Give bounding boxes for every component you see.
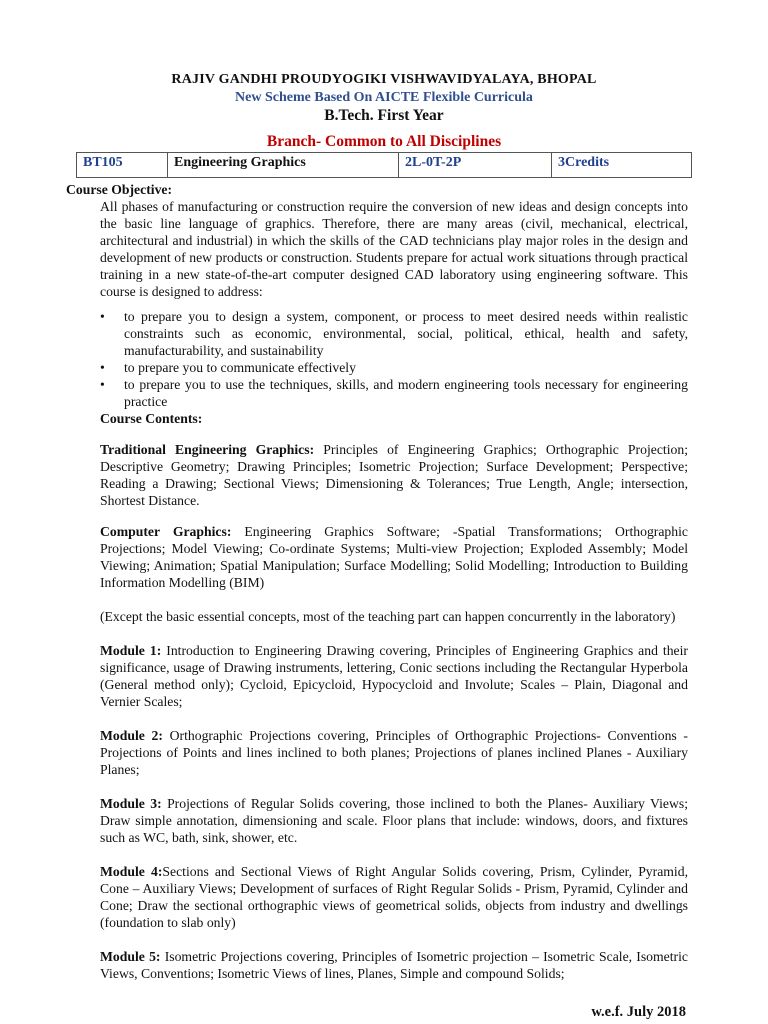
university-name: RAJIV GANDHI PROUDYOGIKI VISHWAVIDYALAYA, BHOPAL — [171, 72, 597, 87]
module-1-paragraph — [100, 642, 688, 710]
course-credits: 3Credits — [552, 153, 692, 178]
module-4-label: Module 4: — [100, 864, 163, 879]
year-title: B.Tech. First Year — [324, 107, 444, 124]
computer-graphics-text: Engineering Graphics Software; -Spatial Transformations; Orthographic Projections; Model Viewing; Co-ordinate Systems; Multi-view Projection; Exploded Assembly; Model Viewing; Animation; Spatial Manipulation; Surface Modelling; Solid Modelling; Introduction to Building Information Modelling (BIM) — [100, 524, 688, 590]
objective-heading: Course Objective: — [66, 182, 173, 197]
traditional-graphics-label: Traditional Engineering Graphics: — [100, 442, 315, 457]
effective-date: w.e.f. July 2018 — [591, 1004, 686, 1020]
traditional-graphics-text: Principles of Engineering Graphics; Orthographic Projection; Descriptive Geometry; Drawing Principles; Isometric Projection; Surface Development; Perspective; Reading a Drawing; Sectional Views; Dimensioning & Tolerances; True Length, Angle; intersection, Shortest Distance. — [100, 442, 688, 508]
module-5-text: Isometric Projections covering, Principles of Isometric projection – Isometric Scale, Isometric Views, Conventions; Isometric Views of lines, Planes, Simple and compound Solids; — [100, 949, 688, 981]
objective-text: All phases of manufacturing or construction require the conversion of new ideas and design concepts into the basic line language of graphics. Therefore, there are many areas (civil, mechanical, electrical, architectural and industrial) in which the skills of the CAD technicians play major roles in the design and development of new products or construction. Students prepare for actual work situations through practical training in a new state-of-the-art computer designed CAD laboratory using engineering software. This course is designed to address: — [100, 199, 688, 299]
module-1-text: Introduction to Engineering Drawing covering, Principles of Engineering Graphics and their significance, usage of Drawing instruments, lettering, Conic sections including the Rectangular Hyperbola (General method only); Cycloid, Epicycloid, Hypocycloid and Involute; Scales – Plain, Diagonal and Vernier Scales; — [100, 643, 688, 709]
contents-heading: Course Contents: — [100, 411, 203, 426]
module-2-text: Orthographic Projections covering, Principles of Orthographic Projections- Conventions - Projections of Points and lines inclined to both planes; Projections of planes inclined Planes - Auxiliary Planes; — [100, 728, 688, 777]
branch-title: Branch- Common to All Disciplines — [266, 133, 502, 150]
objective-bullet: • to prepare you to design a system, component, or process to meet desired needs within realistic constraints such as economic, environmental, social, political, ethical, health and safety, manufacturability, and sustainability — [124, 308, 688, 359]
module-3-label: Module 3: — [100, 796, 162, 811]
course-info-row — [77, 153, 692, 178]
module-3-paragraph — [100, 795, 688, 846]
laboratory-note: (Except the basic essential concepts, most of the teaching part can happen concurrently in the laboratory) — [100, 609, 676, 624]
module-5-paragraph — [100, 948, 688, 982]
objective-bullet: • to prepare you to use the techniques, skills, and modern engineering tools necessary for engineering practice — [124, 376, 688, 410]
course-name: Engineering Graphics — [168, 153, 399, 178]
objective-bullet: • to prepare you to communicate effectively — [124, 359, 688, 376]
scheme-subtitle: New Scheme Based On AICTE Flexible Curricula — [235, 90, 533, 105]
module-3-text: Projections of Regular Solids covering, those inclined to both the Planes- Auxiliary Views; Draw simple annotation, dimensioning and scale. Floor plans that include: windows, doors, and fixtures such as WC, bath, sink, shower, etc. — [100, 796, 688, 845]
document-body — [66, 181, 688, 982]
traditional-graphics-paragraph — [100, 441, 688, 509]
course-ltp: 2L-0T-2P — [399, 153, 552, 178]
module-4-text: Sections and Sectional Views of Right Angular Solids covering, Prism, Cylinder, Pyramid, Cone – Auxiliary Views; Development of surfaces of Right Regular Solids - Prism, Pyramid, Cylinder and Cone; Draw the sectional orthographic views of geometrical solids, objects from industry and dwellings (foundation to slab only) — [100, 864, 688, 930]
module-2-label: Module 2: — [100, 728, 163, 743]
module-5-label: Module 5: — [100, 949, 161, 964]
module-4-paragraph — [100, 863, 688, 931]
module-2-paragraph — [100, 727, 688, 778]
computer-graphics-label: Computer Graphics: — [100, 524, 232, 539]
module-1-label: Module 1: — [100, 643, 162, 658]
course-code: BT105 — [77, 153, 168, 178]
objective-bullet-list — [66, 308, 688, 410]
computer-graphics-paragraph — [100, 523, 688, 591]
course-info-table — [76, 152, 692, 178]
